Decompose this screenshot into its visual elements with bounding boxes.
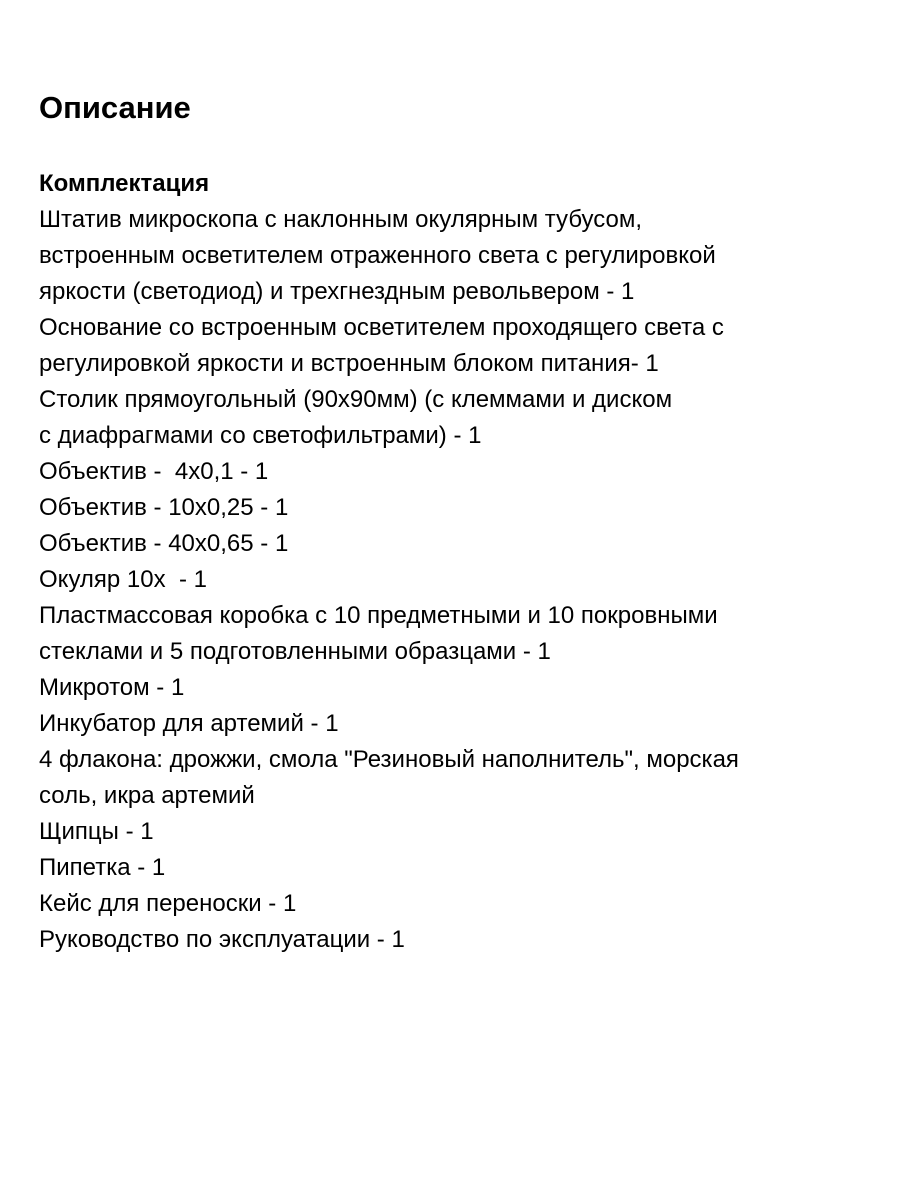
list-item: Пипетка - 1 [39, 854, 166, 881]
list-item: Пластмассовая коробка с 10 предметными и 10 покровными [39, 602, 718, 629]
list-item: Объектив - 4х0,1 - 1 [39, 458, 269, 485]
package-contents-list [39, 202, 739, 958]
list-item: Основание со встроенным осветителем проходящего света с [39, 314, 724, 341]
list-item: Инкубатор для артемий - 1 [39, 710, 339, 737]
list-item: Щипцы - 1 [39, 818, 154, 845]
list-item: стеклами и 5 подготовленными образцами - 1 [39, 638, 551, 665]
list-item: 4 флакона: дрожжи, смола "Резиновый наполнитель", морская [39, 746, 739, 773]
list-item: соль, икра артемий [39, 782, 255, 809]
list-item: Микротом - 1 [39, 674, 185, 701]
list-item: Руководство по эксплуатации - 1 [39, 926, 405, 953]
list-item: с диафрагмами со светофильтрами) - 1 [39, 422, 482, 449]
list-item: Штатив микроскопа с наклонным окулярным тубусом, [39, 206, 643, 233]
page-title: Описание [39, 90, 191, 125]
list-item: Объектив - 40х0,65 - 1 [39, 530, 289, 557]
list-item: встроенным осветителем отраженного света с регулировкой [39, 242, 716, 269]
list-item: Кейс для переноски - 1 [39, 890, 297, 917]
list-item: Объектив - 10х0,25 - 1 [39, 494, 289, 521]
section-heading: Комплектация [39, 170, 210, 197]
list-item: регулировкой яркости и встроенным блоком питания- 1 [39, 350, 659, 377]
list-item: Столик прямоугольный (90х90мм) (с клеммами и диском [39, 386, 673, 413]
list-item: яркости (светодиод) и трехгнездным револьвером - 1 [39, 278, 635, 305]
list-item: Окуляр 10х - 1 [39, 566, 207, 593]
